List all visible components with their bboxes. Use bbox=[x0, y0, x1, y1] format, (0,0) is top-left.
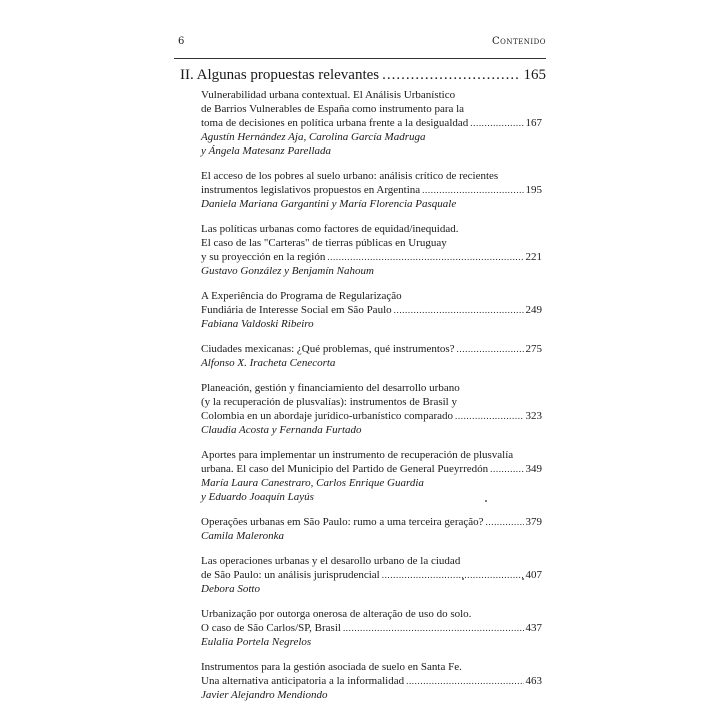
entry-title-line: Las operaciones urbanas y el desarollo urbano de la ciudad bbox=[201, 555, 461, 567]
toc-entries bbox=[201, 88, 542, 713]
leader-dots bbox=[470, 116, 523, 130]
entry-title-last-line bbox=[201, 303, 542, 317]
entry-title-line: Las políticas urbanas como factores de equidad/inequidad. bbox=[201, 223, 459, 235]
entry-title-last-line bbox=[201, 183, 542, 197]
entry-author: Fabiana Valdoski Ribeiro bbox=[201, 318, 314, 330]
leader-dots bbox=[406, 674, 523, 688]
entry-author: y Eduardo Joaquín Layús bbox=[201, 491, 314, 503]
entry-title-text: urbana. El caso del Municipio del Partido de General Pueyrredón bbox=[201, 463, 489, 475]
toc-entry bbox=[201, 515, 542, 543]
entry-page-number: 249 bbox=[525, 304, 542, 316]
entry-title-last-line bbox=[201, 116, 542, 130]
entry-author: María Laura Canestraro, Carlos Enrique Guardia bbox=[201, 477, 424, 489]
entry-author: y Ángela Matesanz Parellada bbox=[201, 145, 332, 157]
entry-page-number: 349 bbox=[525, 463, 542, 475]
entry-title-text: de São Paulo: un análisis jurisprudencial bbox=[201, 569, 380, 581]
entry-author: Daniela Mariana Gargantini y María Florencia Pasquale bbox=[201, 198, 457, 210]
entry-page-number: 407 bbox=[525, 569, 542, 581]
part-page: 165 bbox=[523, 67, 546, 83]
entry-title-text: Colombia en un abordaje jurídico-urbanístico comparado bbox=[201, 410, 454, 422]
entry-title-line: de Barrios Vulnerables de España como instrumento para la bbox=[201, 103, 465, 115]
part-title: II. Algunas propuestas relevantes bbox=[180, 67, 380, 83]
print-speck bbox=[485, 500, 487, 502]
entry-author: Agustín Hernández Aja, Carolina García Madruga bbox=[201, 131, 426, 143]
entry-title-text: Una alternativa anticipatoria a la informalidad bbox=[201, 675, 405, 687]
entry-title-last-line bbox=[201, 250, 542, 264]
toc-entry bbox=[201, 381, 542, 437]
entry-title-line: (y la recuperación de plusvalías): instrumentos de Brasil y bbox=[201, 396, 457, 408]
part-heading bbox=[180, 66, 546, 84]
entry-author: Debora Sotto bbox=[201, 583, 260, 595]
leader-dots bbox=[382, 568, 524, 582]
toc-entry bbox=[201, 342, 542, 370]
entry-title-text: toma de decisiones en política urbana frente a la desigualdad bbox=[201, 117, 469, 129]
entry-author: Claudia Acosta y Fernanda Furtado bbox=[201, 424, 362, 436]
entry-title-last-line bbox=[201, 568, 542, 582]
entry-title-last-line bbox=[201, 674, 542, 688]
leader-dots bbox=[455, 409, 523, 423]
entry-title-last-line bbox=[201, 409, 542, 423]
entry-page-number: 195 bbox=[525, 184, 542, 196]
entry-title-text: instrumentos legislativos propuestos en Argentina bbox=[201, 184, 421, 196]
print-speck bbox=[462, 578, 464, 580]
entry-page-number: 379 bbox=[525, 516, 542, 528]
entry-title-line: Instrumentos para la gestión asociada de suelo en Santa Fe. bbox=[201, 661, 462, 673]
entry-page-number: 437 bbox=[525, 622, 542, 634]
entry-page-number: 167 bbox=[525, 117, 542, 129]
toc-entry bbox=[201, 222, 542, 278]
leader-dots bbox=[327, 250, 523, 264]
entry-title-line: Aportes para implementar un instrumento de recuperación de plusvalía bbox=[201, 449, 514, 461]
entry-title-text: Operações urbanas em São Paulo: rumo a uma terceira geração? bbox=[201, 516, 484, 528]
leader-dots bbox=[490, 462, 523, 476]
toc-entry bbox=[201, 448, 542, 504]
entry-title-last-line bbox=[201, 515, 542, 529]
section-title: Contenido bbox=[491, 36, 546, 47]
entry-title-line: Planeación, gestión y financiamiento del desarrollo urbano bbox=[201, 382, 460, 394]
entry-title-line: El acceso de los pobres al suelo urbano: análisis crítico de recientes bbox=[201, 170, 499, 182]
entry-author: Eulalia Portela Negrelos bbox=[201, 636, 312, 648]
entry-author: Javier Alejandro Mendiondo bbox=[201, 689, 328, 701]
toc-entry bbox=[201, 289, 542, 331]
page-number: 6 bbox=[178, 36, 185, 47]
entry-title-last-line bbox=[201, 462, 542, 476]
entry-author: Alfonso X. Iracheta Cenecorta bbox=[201, 357, 336, 369]
print-speck bbox=[522, 578, 524, 580]
entry-title-last-line bbox=[201, 342, 542, 356]
entry-title-line: Urbanização por outorga onerosa de alteração de uso do solo. bbox=[201, 608, 472, 620]
leader-dots bbox=[457, 342, 524, 356]
entry-title-last-line bbox=[201, 621, 542, 635]
header-rule bbox=[174, 58, 546, 59]
toc-entry bbox=[201, 169, 542, 211]
entry-page-number: 221 bbox=[525, 251, 542, 263]
entry-title-line: A Experiência do Programa de Regularização bbox=[201, 290, 402, 302]
entry-title-text: Ciudades mexicanas: ¿Qué problemas, qué instrumentos? bbox=[201, 343, 455, 355]
entry-author: Gustavo González y Benjamín Nahoum bbox=[201, 265, 374, 277]
entry-title-line: Vulnerabilidad urbana contextual. El Análisis Urbanístico bbox=[201, 89, 456, 101]
entry-page-number: 463 bbox=[525, 675, 542, 687]
entry-page-number: 323 bbox=[525, 410, 542, 422]
entry-title-text: y su proyección en la región bbox=[201, 251, 326, 263]
entry-page-number: 275 bbox=[525, 343, 542, 355]
toc-entry bbox=[201, 607, 542, 649]
toc-entry bbox=[201, 660, 542, 702]
leader-dots bbox=[343, 621, 524, 635]
entry-title-text: Fundiária de Interesse Social em São Paulo bbox=[201, 304, 392, 316]
leader-dots bbox=[394, 303, 524, 317]
leader-dots bbox=[382, 66, 520, 84]
entry-author: Camila Maleronka bbox=[201, 530, 284, 542]
entry-title-text: O caso de São Carlos/SP, Brasil bbox=[201, 622, 341, 634]
leader-dots bbox=[486, 515, 524, 529]
toc-entry bbox=[201, 88, 542, 158]
toc-entry bbox=[201, 554, 542, 596]
entry-title-line: El caso de las "Carteras" de tierras públicas en Uruguay bbox=[201, 237, 447, 249]
leader-dots bbox=[422, 183, 523, 197]
